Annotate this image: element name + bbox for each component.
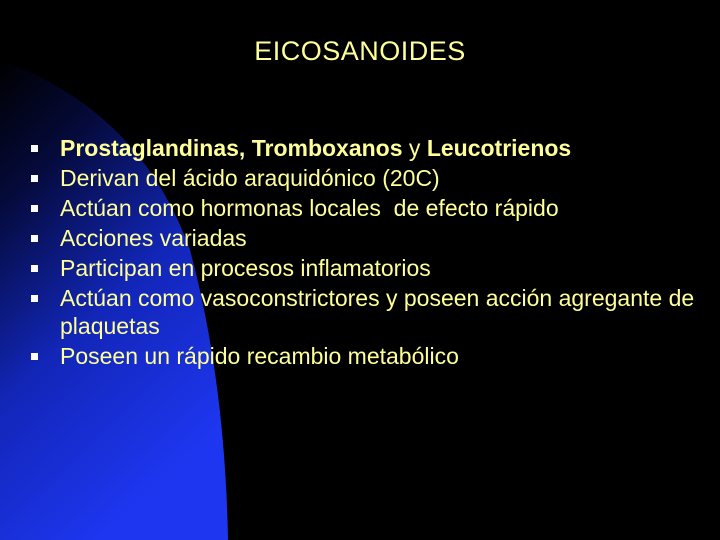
square-bullet-icon [31,205,38,212]
slide-title: EICOSANOIDES [254,36,466,66]
square-bullet-icon [31,175,38,182]
square-bullet-icon [31,353,38,360]
square-bullet-icon [31,235,38,242]
bullet-text-leucotrienos: Leucotrienos [426,135,572,161]
bullet-item-2 [28,164,708,192]
square-bullet-icon [31,265,38,272]
bullet-item-7 [28,342,708,370]
bullet-text: Poseen un rápido recambio metabólico [60,343,459,369]
bullet-text: Actúan como vasoconstrictores y poseen acción agregante de plaquetas [60,285,695,339]
bullet-item-3 [28,194,708,222]
bullet-text: Acciones variadas [60,225,247,251]
bullet-item-1 [28,134,708,162]
bullet-text: Actúan como hormonas locales de efecto rápido [60,195,559,221]
bullet-item-5 [28,254,708,282]
bullet-text: Participan en procesos inflamatorios [60,255,431,281]
bullet-item-4 [28,224,708,252]
square-bullet-icon [31,145,38,152]
square-bullet-icon [31,295,38,302]
bullet-text-prostaglandinas: Prostaglandinas, Tromboxanos [60,135,403,161]
bullet-text-conjunction: y [402,135,427,161]
bullet-list [28,134,708,372]
bullet-item-6 [28,284,708,340]
bullet-text: Derivan del ácido araquidónico (20C) [60,165,440,191]
